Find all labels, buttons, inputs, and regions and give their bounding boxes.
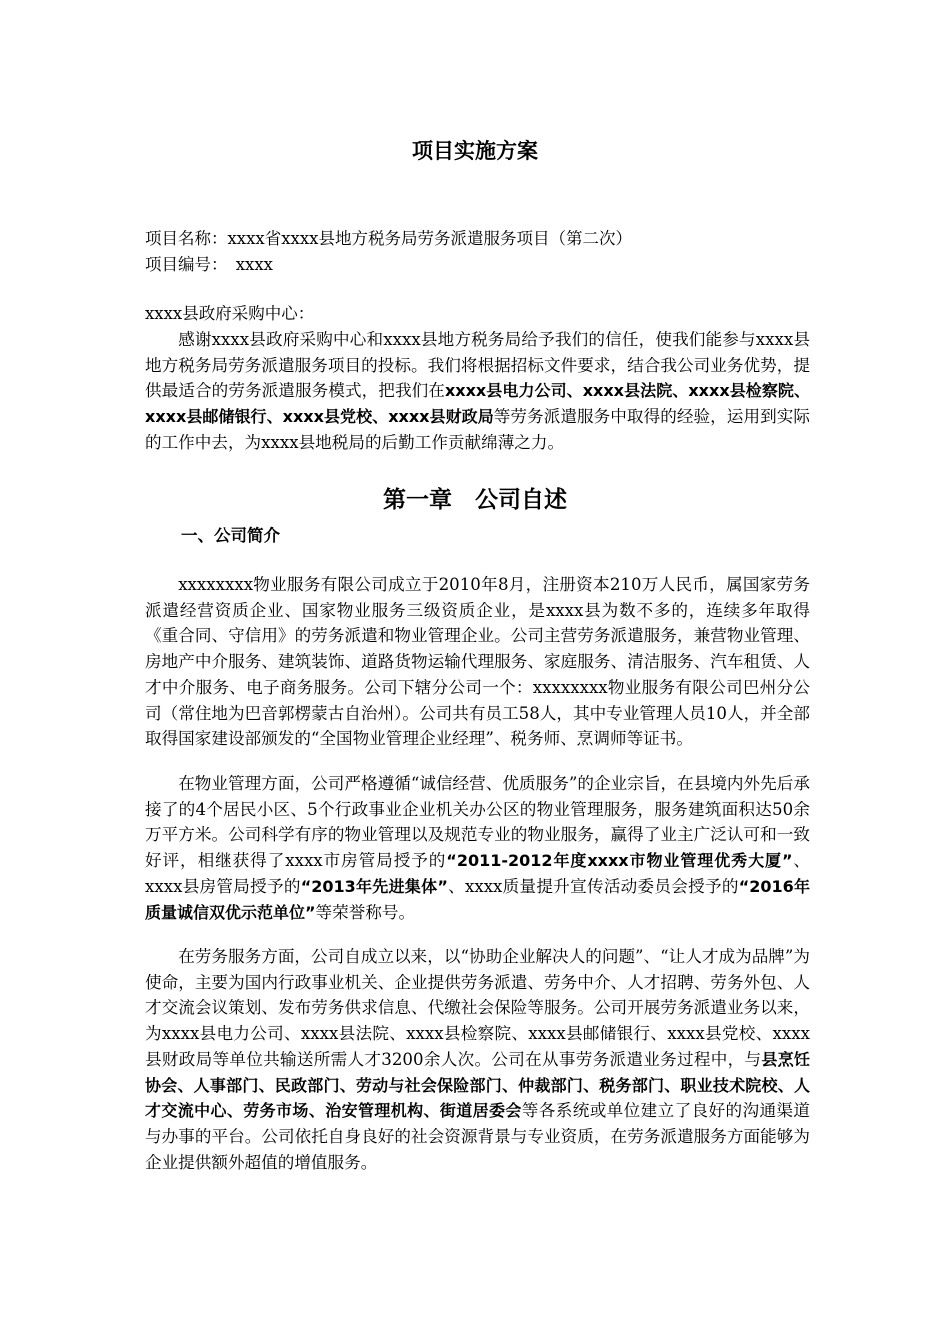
intro-bold-clients: xxxx县电力公司、xxxx县法院、xxxx县检察院、xxxx县邮储银行、xxxx县党校、xxxx县财政局 xyxy=(145,381,810,427)
labor-service-paragraph xyxy=(145,944,810,1175)
property-management-paragraph xyxy=(145,771,810,925)
intro-paragraph xyxy=(145,327,810,456)
p2-text-2: 、xxxx县房管局授予的 xyxy=(145,851,810,896)
p3-text-2: 等各系统或单位建立了良好的沟通渠道与办事的平台。公司依托自身良好的社会资源背景与专业资质，在劳务派遣服务方面能够为企业提供额外超值的增值服务。 xyxy=(145,1101,810,1172)
p2-text-4: 等荣誉称号。 xyxy=(315,902,416,922)
p3-text-1: 在劳务服务方面，公司自成立以来，以“协助企业解决人的问题”、“让人才成为品牌”为使命，主要为国内行政事业机关、企业提供劳务派遣、劳务中介、人才招聘、劳务外包、人才交流会议策划、发布劳务供求信息、代缴社会保险等服务。公司开展劳务派遣业务以来，为xxxx县电力公司、xxxx县法院、xxxx县检察院、xxxx县邮储银行、xxxx县党校、xxxx县财政局等单位共输送所需人才3200余人次。公司在从事劳务派遣业务过程中，与 xyxy=(145,947,810,1069)
p2-text-3: 、xxxx质量提升宣传活动委员会授予的 xyxy=(447,876,739,896)
project-number-line: 项目编号： xxxx xyxy=(145,255,273,274)
project-name-line: 项目名称：xxxx省xxxx县地方税务局劳务派遣服务项目（第二次） xyxy=(145,229,632,248)
p2-award-1: “2011-2012年度xxxx市物业管理优秀大厦” xyxy=(446,851,793,871)
p2-award-2: “2013年先进集体” xyxy=(300,876,448,896)
p2-award-3: “2016年质量诚信双优示范单位” xyxy=(145,876,810,922)
p2-text-1: 在物业管理方面，公司严格遵循“诚信经营、优质服务”的企业宗旨，在县境内外先后承接了的4个居民小区、5个行政事业企业机关办公区的物业管理服务，服务建筑面积达50余万平方米。公司科学有序的物业管理以及规范专业的物业服务，赢得了业主广泛认可和一致好评，相继获得了xxxx市房管局授予的 xyxy=(145,774,810,871)
recipient-line: xxxx县政府采购中心： xyxy=(145,304,315,323)
intro-text-2: 等劳务派遣服务中取得的经验，运用到实际的工作中去，为xxxx县地税局的后勤工作贡献绵薄之力。 xyxy=(145,407,810,452)
section-title: 一、公司简介 xyxy=(181,526,280,545)
document-title: 项目实施方案 xyxy=(412,139,538,163)
chapter-title: 第一章 公司自述 xyxy=(383,487,567,513)
company-profile-paragraph: xxxxxxxx物业服务有限公司成立于2010年8月，注册资本210万人民币，属国家劳务派遣经营资质企业、国家物业服务三级资质企业，是xxxx县为数不多的，连续多年取得《重合同、守信用》的劳务派遣和物业管理企业。公司主营劳务派遣服务，兼营物业管理、房地产中介服务、建筑装饰、道路货物运输代理服务、家庭服务、清洁服务、汽车租赁、人才中介服务、电子商务服务。公司下辖分公司一个：xxxxxxxx物业服务有限公司巴州分公司（常住地为巴音郭楞蒙古自治州）。公司共有员工58人，其中专业管理人员10人，并全部取得国家建设部颁发的“全国物业管理企业经理”、税务师、烹调师等证书。 xyxy=(145,575,810,749)
p3-bold-partners: 县烹饪协会、人事部门、民政部门、劳动与社会保险部门、仲裁部门、税务部门、职业技术院校、人才交流中心、劳务市场、治安管理机构、街道居委会 xyxy=(145,1049,810,1121)
intro-text-1: 感谢xxxx县政府采购中心和xxxx县地方税务局给予我们的信任，使我们能参与xxxx县地方税务局劳务派遣服务项目的投标。我们将根据招标文件要求，结合我公司业务优势，提供最适合的劳务派遣服务模式，把我们在 xyxy=(145,330,810,401)
